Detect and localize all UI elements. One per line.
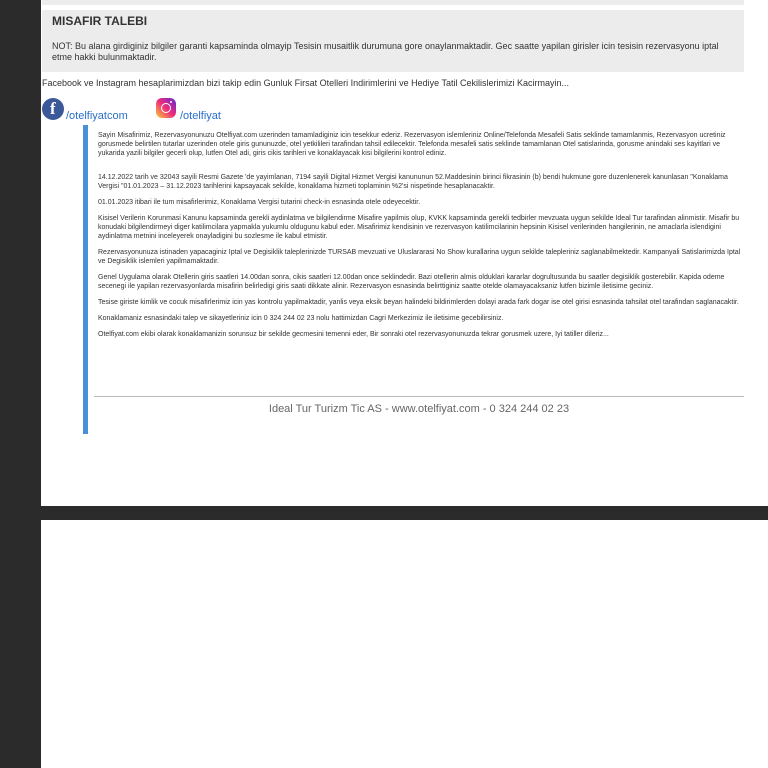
info-block xyxy=(83,125,744,434)
previous-section-bar xyxy=(42,0,744,5)
info-paragraph-checkin-times: Genel Uygulama olarak Otellerin giris saatleri 14.00dan sonra, cikis saatleri 12.00dan once seklindedir. Bazi otellerin almis olduklari kararlar dogrultusunda bu saatler degisiklik gosterebilir. Kapida odeme secenegi ile yapilan rezervasyonlarda misafirin belirledigi giris saati dikkate alinir. Rezervasyon esnasinda belirttiginiz saatte otelde olamayacaksaniz lutfen bizimle iletisime geciniz. xyxy=(98,274,725,290)
facebook-link[interactable]: /otelfiyatcom xyxy=(66,110,128,122)
info-paragraph-call-center: Konaklamaniz esnasindaki talep ve sikayetleriniz icin 0 324 244 02 23 nolu hattimizdan Cagri Merkezimiz ile iletisime gecebilirsiniz. xyxy=(98,315,504,322)
info-paragraph-kvkk: Kisisel Verilerin Korunmasi Kanunu kapsaminda gerekli aydinlatma ve bilgilendirme Misafire yapilmis olup, KVKK kapsaminda gerekli tedbirler mevzuata uygun sekilde Ideal Tur tarafindan alinmistir. Misafir bu konudaki bilgilendirmeyi diger katilimcilara yapmakla yukumlu oldugunu kabul eder. Misafirimiz kendisinin ve rezervasyon katilimcilarinin hepsinin Kisisel verilerinden hangilerinin, ne amaclarla islendigini aydinlatma metnini inceleyerek onayladigini bu sozlesme ile kabul etmistir. xyxy=(98,215,740,240)
footer-company-info: Ideal Tur Turizm Tic AS - www.otelfiyat.com - 0 324 244 02 23 xyxy=(268,403,570,415)
guest-request-note: NOT: Bu alana girdiginiz bilgiler garanti kapsaminda olmayip Tesisin musaitlik durumuna gore onaylanmaktadir. Gec saatte yapilan girisler icin tesisin rezervasyonu iptal etme hakki bulunmaktadir. xyxy=(52,41,719,62)
blank-page xyxy=(41,520,768,768)
info-paragraph-tax-checkin: 01.01.2023 itibari ile tum misafirlerimiz, Konaklama Vergisi tutarini check-in esnasinda otele odeyecektir. xyxy=(98,199,421,206)
info-paragraph-thanks: Sayin Misafirimiz, Rezervasyonunuzu Otelfiyat.com uzerinden tamamladiginiz icin tesekkur ederiz. Rezervasyon islemleriniz Online/Telefonda Mesafeli Satis seklinde tamamlanmis, Rezervasyon ucretiniz gorusmede belirtilen tutarlar uzerinden otele giris gununuzde, otel yetkilileri tarafindan tahsil edilecektir. Telefonda mesafeli satis seklinde tamamlanan Otel satislarinda, gorusme anindaki ses kayitlari ve yukarida yazili bilgiler gecerli olup, lutfen Otel adi, giris cikis tarihleri ve konaklayacak kisi bilgilerini kontrol ediniz. xyxy=(98,132,726,157)
info-paragraph-tax-law: 14.12.2022 tarih ve 32043 sayili Resmi Gazete 'de yayimlanan, 7194 sayili Digital Hizmet Vergisi kanununun 52.Maddesinin birinci fikrasinin (b) bendi hukmune gore duzenlenerek kanunlasan "Konaklama Vergisi "01.01.2023 – 31.12.2023 tarihlerini kapsayacak sekilde, konaklama hizmeti toplaminin %2'si nispetinde hesaplanacaktir. xyxy=(98,174,728,190)
instagram-link[interactable]: /otelfiyat xyxy=(180,110,221,122)
guest-request-title: MISAFIR TALEBI xyxy=(52,14,148,28)
instagram-icon[interactable] xyxy=(156,98,176,118)
info-paragraph-id-check: Tesise giriste kimlik ve cocuk misafirlerimiz icin yas kontrolu yapilmaktadir, yanlis veya eksik beyan halindeki bildirimlerden dolayi arada fark dogar ise otel girisi esnasinda tahsilat otel tarafindan saglanacaktir. xyxy=(98,299,739,306)
facebook-icon[interactable]: f xyxy=(42,98,64,120)
social-follow-text: Facebook ve Instagram hesaplarimizdan bizi takip edin Gunluk Firsat Otelleri Indirimlerini ve Hediye Tatil Cekilislerimizi Kacirmayin... xyxy=(42,78,570,88)
footer-divider xyxy=(94,396,744,397)
info-paragraph-cancellation: Rezervasyonunuza istinaden yapacaginiz Iptal ve Degisiklik taleplerinizde TURSAB mevzuati ve Uluslararasi No Show kurallarina uygun sekilde talepleriniz saglanabilmektedir. Kampanyali Satislarimizda Iptal ve Degisiklik islemleri yapilmamaktadir. xyxy=(98,249,741,265)
info-paragraph-farewell: Otelfiyat.com ekibi olarak konaklamanizin sorunsuz bir sekilde gecmesini temenni eder, Bir sonraki otel rezervasyonunuzda tekrar gorusmek uzere, Iyi tatiller dileriz... xyxy=(98,331,609,338)
guest-request-box xyxy=(42,10,744,72)
social-links xyxy=(42,98,342,126)
